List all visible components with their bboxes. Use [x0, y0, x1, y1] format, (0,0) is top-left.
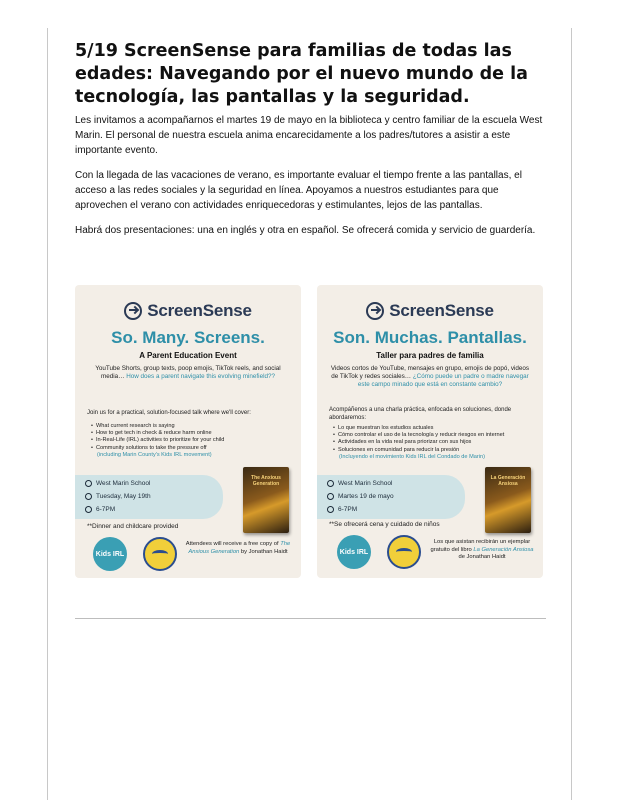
flyer-bullets: [91, 423, 291, 459]
brand-name: ScreenSense: [389, 301, 494, 320]
flyer-intro: Join us for a practical, solution-focused talk where we'll cover:: [87, 410, 251, 416]
school-seal-logo: [143, 537, 177, 571]
flyer-bullets: [333, 425, 533, 461]
free-copy-note: [429, 539, 535, 562]
dinner-note: **Dinner and childcare provided: [87, 523, 179, 530]
event-time: [85, 506, 115, 513]
kids-irl-logo: Kids IRL: [337, 535, 371, 569]
flyer-question: ¿Cómo puede un padre o madre navegar este campo minado que está en constante cambio?: [357, 373, 529, 389]
list-item: • Lo que muestran los estudios actuales: [333, 425, 533, 432]
list-item-note: (Incluyendo el movimiento Kids IRL del Condado de Marin): [339, 453, 485, 460]
bird-icon: [152, 550, 168, 558]
flyer-images: [75, 285, 546, 578]
clock-icon: [85, 506, 92, 513]
flyer-subtitle: Taller para padres de familia: [376, 351, 484, 360]
flyer-description: [87, 365, 289, 381]
flyer-question: How does a parent navigate this evolving minefield??: [126, 373, 275, 381]
event-time: [327, 506, 357, 513]
free-copy-note: [185, 541, 291, 556]
location-pin-icon: [327, 480, 334, 487]
free-copy-author: by Jonathan Haidt: [240, 548, 288, 555]
article-title: 5/19 ScreenSense para familias de todas las edades: Navegando por el nuevo mundo de la tecnología, las pantallas y la seguridad.: [75, 41, 528, 107]
flyer-intro: Acompáñenos a una charla práctica, enfocada en soluciones, donde abordaremos:: [329, 407, 512, 421]
list-item: • In-Real-Life (IRL) activities to prioritize for your child: [91, 437, 291, 444]
list-item: • Cómo controlar el uso de la tecnología y reducir riesgos en internet: [333, 432, 533, 439]
page-left-border: [47, 28, 48, 800]
free-copy-book: The Anxious Generation: [188, 541, 291, 555]
arrow-circle-icon: [124, 302, 142, 320]
date-text: Martes 19 de mayo: [338, 493, 394, 500]
list-item: • Soluciones en comunidad para reducir la presión: [333, 447, 533, 454]
free-copy-book: La Generación Ansiosa: [473, 546, 534, 553]
brand-name: ScreenSense: [147, 301, 252, 320]
screensense-logo: [75, 301, 301, 321]
event-location: [85, 480, 150, 487]
page-right-border: [571, 28, 572, 800]
flyer-subtitle: A Parent Education Event: [139, 351, 237, 360]
book-title: La Generación Ansiosa: [490, 475, 526, 487]
clock-icon: [327, 506, 334, 513]
event-details: [317, 475, 465, 519]
calendar-icon: [327, 493, 334, 500]
article-paragraph: Con la llegada de las vacaciones de verano, es importante evaluar el tiempo frente a las pantallas, el acceso a las redes sociales y la seguridad en línea. Apoyamos a nuestros estudiantes para que aprovechen el verano con actividades enriquecedoras y estimulantes, lejos de las pantallas.: [75, 170, 522, 211]
school-seal-logo: [387, 535, 421, 569]
event-location: [327, 480, 392, 487]
section-divider: [75, 618, 546, 619]
kids-irl-logo: Kids IRL: [93, 537, 127, 571]
article-paragraph: Habrá dos presentaciones: una en inglés y otra en español. Se ofrecerá comida y servicio de guardería.: [75, 225, 536, 236]
book-title: The Anxious Generation: [251, 475, 281, 487]
bird-icon: [396, 548, 412, 556]
list-item: • Actividades en la vida real para priorizar con sus hijos: [333, 439, 533, 446]
flyer-slogan: Son. Muchas. Pantallas.: [333, 328, 527, 347]
event-details: [75, 475, 223, 519]
flyer-desc-text: YouTube Shorts, group texts, poop emojis, TikTok reels, and social media…: [95, 365, 281, 381]
book-cover: [485, 467, 531, 533]
flyer-english: [75, 285, 301, 578]
book-cover: [243, 467, 289, 533]
flyer-spanish: [317, 285, 543, 578]
flyer-description: [329, 365, 531, 390]
article-paragraph: Les invitamos a acompañarnos el martes 19 de mayo en la biblioteca y centro familiar de la escuela West Marin. El personal de nuestra escuela anima encarecidamente a los padres/tutores a asistir a este importante evento.: [75, 115, 543, 156]
list-item: • Community solutions to take the pressure off: [91, 445, 291, 452]
free-copy-text: Attendees will receive a free copy of: [185, 541, 279, 547]
location-pin-icon: [85, 480, 92, 487]
location-text: West Marin School: [338, 480, 393, 487]
time-text: 6-7PM: [96, 506, 116, 513]
list-item-note: (including Marin County's Kids IRL movement): [97, 451, 212, 458]
list-item: • What current research is saying: [91, 423, 291, 430]
arrow-circle-icon: [366, 302, 384, 320]
article: [75, 40, 550, 238]
free-copy-text: Los que asistan recibirán un ejemplar gratuito del libro: [430, 539, 531, 553]
free-copy-author: de Jonathan Haidt: [458, 554, 506, 560]
list-item: • How to get tech in check & reduce harm online: [91, 430, 291, 437]
date-text: Tuesday, May 19th: [96, 493, 151, 500]
flyer-slogan: So. Many. Screens.: [111, 328, 265, 347]
time-text: 6-7PM: [338, 506, 358, 513]
location-text: West Marin School: [96, 480, 151, 487]
event-date: [85, 493, 151, 500]
dinner-note: **Se ofrecerá cena y cuidado de niños: [329, 521, 440, 528]
screensense-logo: [317, 301, 543, 321]
flyer-desc-text: Videos cortos de YouTube, mensajes en grupo, emojis de popó, videos de TikTok y redes sociales…: [330, 365, 530, 381]
calendar-icon: [85, 493, 92, 500]
event-date: [327, 493, 394, 500]
